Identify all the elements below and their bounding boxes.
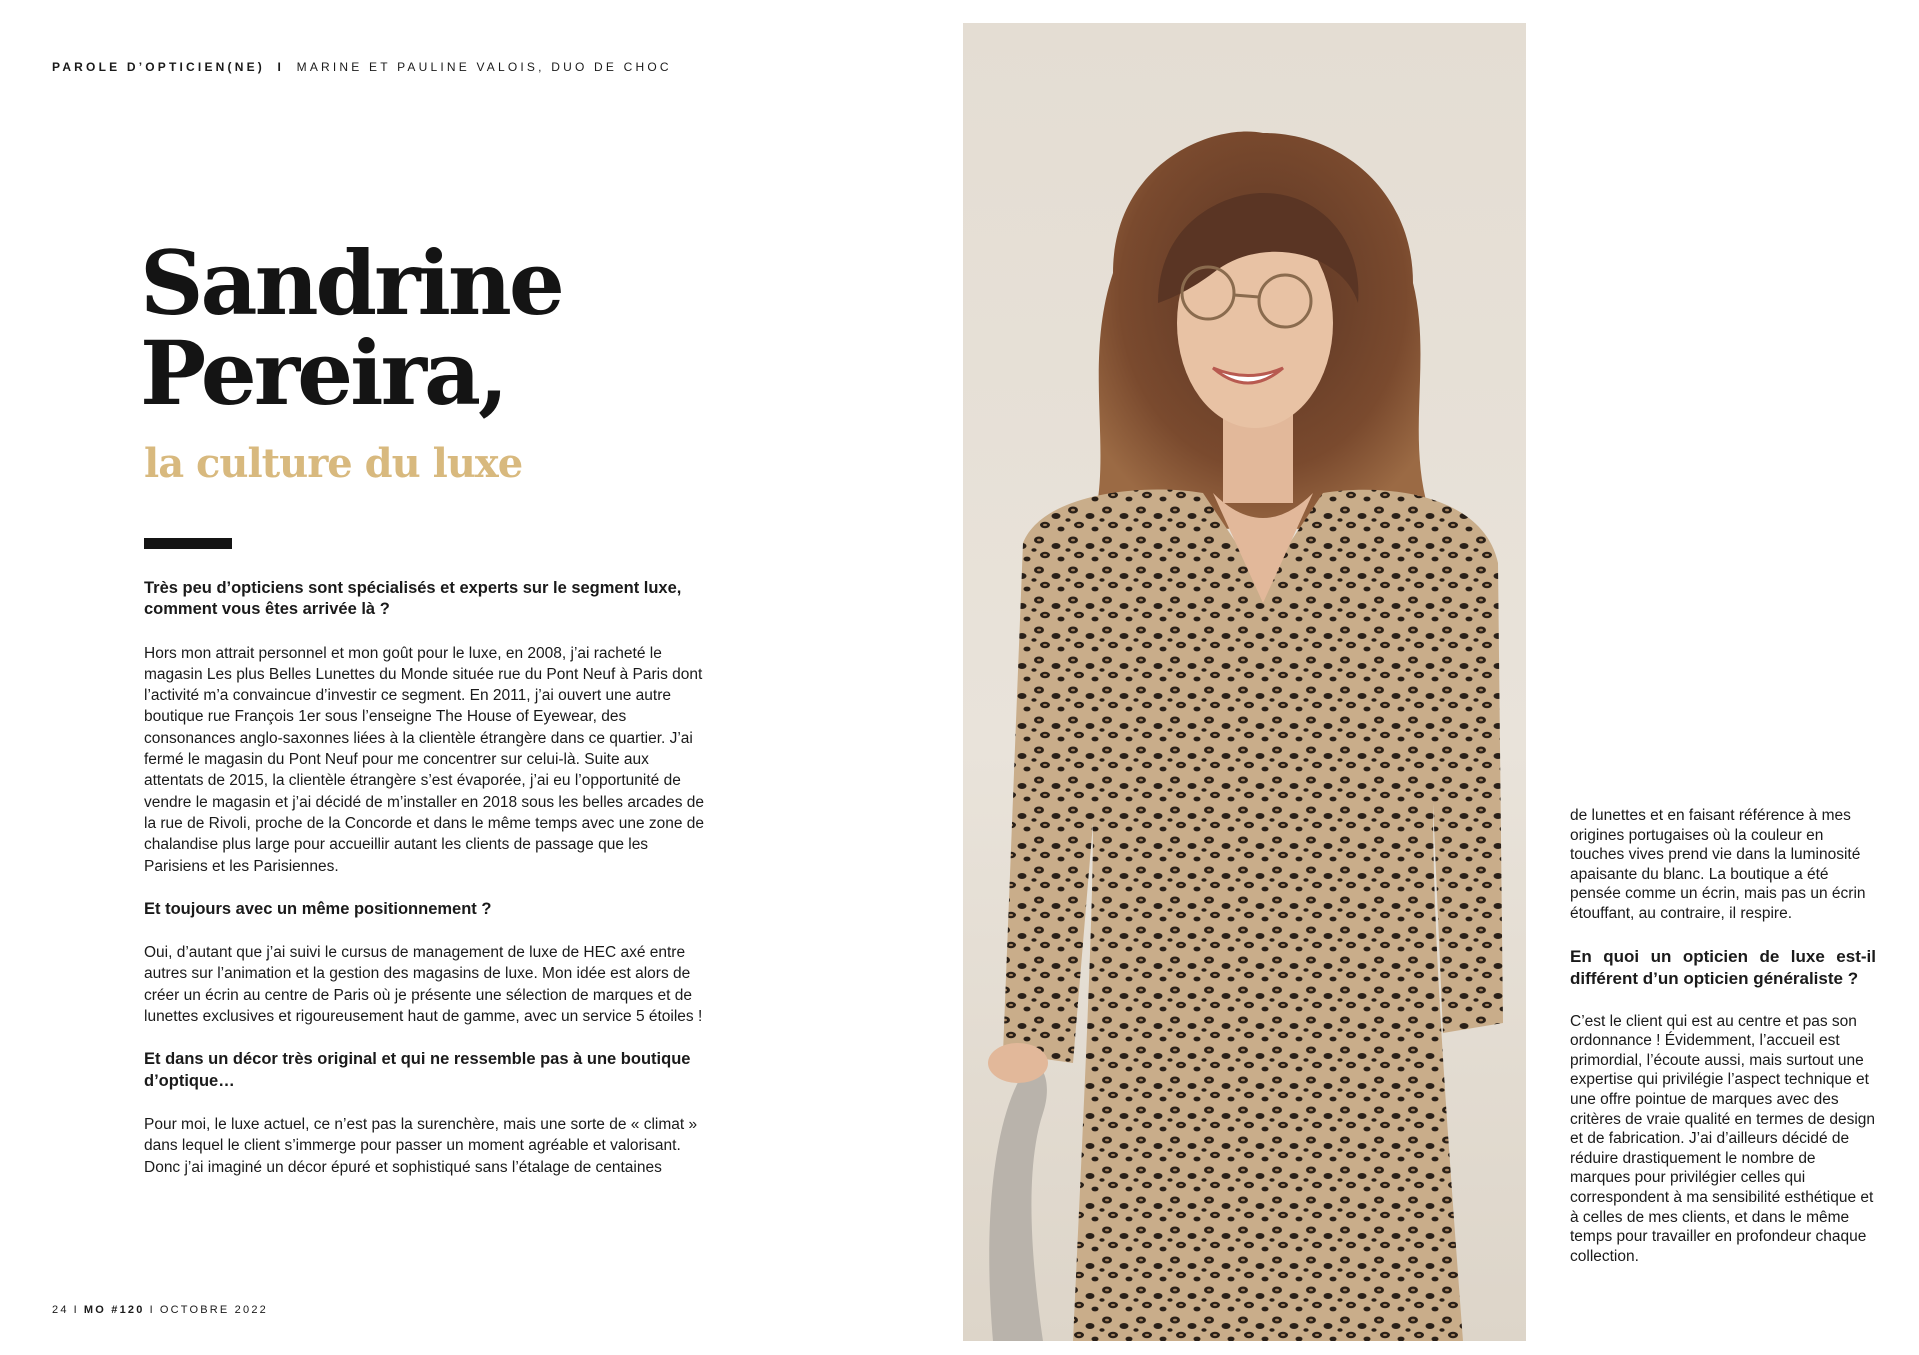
portrait-illustration — [963, 23, 1526, 1341]
title-line-1: Sandrine — [140, 231, 562, 335]
footer-separator-2: I — [149, 1304, 155, 1316]
running-header — [52, 60, 672, 74]
question-1: Très peu d’opticiens sont spécialisés et experts sur le segment luxe, comment vous êtes arrivée là ? — [144, 579, 682, 619]
header-subtitle: MARINE ET PAULINE VALOIS, DUO DE CHOC — [296, 60, 672, 74]
right-column — [1570, 806, 1876, 1288]
magazine-issue: MO #120 — [83, 1304, 145, 1316]
leopard-dress — [1003, 490, 1503, 1341]
answer-3-continued: de lunettes et en faisant référence à mes origines portugaises où la couleur en touches vives prend vie dans la luminosité apaisante du blanc. La boutique a été pensée comme un écrin, mais pas un écrin étouffant, au contraire, il respire. — [1570, 807, 1866, 922]
answer-4: C’est le client qui est au centre et pas son ordonnance ! Évidemment, l’accueil est primordial, l’écoute aussi, mais surtout une expertise qui privilégie l’aspect technique et une offre pointue de marques avec des critères de vraie qualité en termes de design et de fabrication. J’ai d’ailleurs décidé de réduire drastiquement le nombre de marques pour privilégier celles qui correspondent à ma sensibilité esthétique et à celles de mes clients, et dans le même temps pour travailler en profondeur chaque collection. — [1570, 1012, 1875, 1265]
chair-back — [989, 1067, 1047, 1341]
portrait-photo — [963, 23, 1526, 1341]
title-rule — [144, 538, 232, 549]
article-subtitle: la culture du luxe — [144, 440, 523, 487]
article-title — [140, 231, 562, 425]
answer-3: Pour moi, le luxe actuel, ce n’est pas la surenchère, mais une sorte de « climat » dans lequel le client s’immerge pour passer un moment agréable et valorisant. Donc j’ai imaginé un décor épuré et sophistiqué sans l’étalage de centaines — [144, 1115, 698, 1176]
question-3: Et dans un décor très original et qui ne ressemble pas à une boutique d’optique… — [144, 1050, 691, 1090]
left-column — [144, 578, 710, 1200]
page-number: 24 — [52, 1304, 69, 1316]
answer-2: Oui, d’autant que j’ai suivi le cursus de management de luxe de HEC axé entre autres sur l’animation et la gestion des magasins de luxe. Mon idée est alors de créer un écrin au centre de Paris où je présente une sélection de marques et de lunettes exclusives et rigoureusement haut de gamme, avec un service 5 étoiles ! — [144, 944, 703, 1026]
section-label: PAROLE D’OPTICIEN(NE) — [52, 60, 265, 74]
page-footer — [52, 1304, 268, 1316]
title-line-2: Pereira, — [140, 321, 506, 425]
question-4: En quoi un opticien de luxe est-il différent d’un opticien généraliste ? — [1570, 946, 1876, 988]
glasses-bridge — [1234, 295, 1259, 297]
question-2: Et toujours avec un même positionnement ? — [144, 899, 492, 918]
issue-date: OCTOBRE 2022 — [159, 1304, 268, 1316]
footer-separator: I — [73, 1304, 79, 1316]
header-separator: I — [277, 60, 285, 74]
answer-1: Hors mon attrait personnel et mon goût pour le luxe, en 2008, j’ai racheté le magasin Les plus Belles Lunettes du Monde située rue du Pont Neuf à Paris dont l’activité m’a convaincue d’investir ce segment. En 2011, j’ai ouvert une autre boutique rue François 1er sous l’enseigne The House of Eyewear, des consonances anglo-saxonnes liées à la clientèle étrangère dans ce quartier. J’ai fermé le magasin du Pont Neuf pour me concentrer sur celui-là. Suite aux attentats de 2015, la clientèle étrangère s’est évaporée, j’ai eu l’opportunité de vendre le magasin et j’ai décidé de m’installer en 2018 sous les belles arcades de la rue de Rivoli, proche de la Concorde et dans le même temps avec une zone de chalandise plus large pour accueillir autant les clients de passage que les Parisiens et les Parisiennes. — [144, 644, 705, 875]
hand — [988, 1043, 1048, 1083]
